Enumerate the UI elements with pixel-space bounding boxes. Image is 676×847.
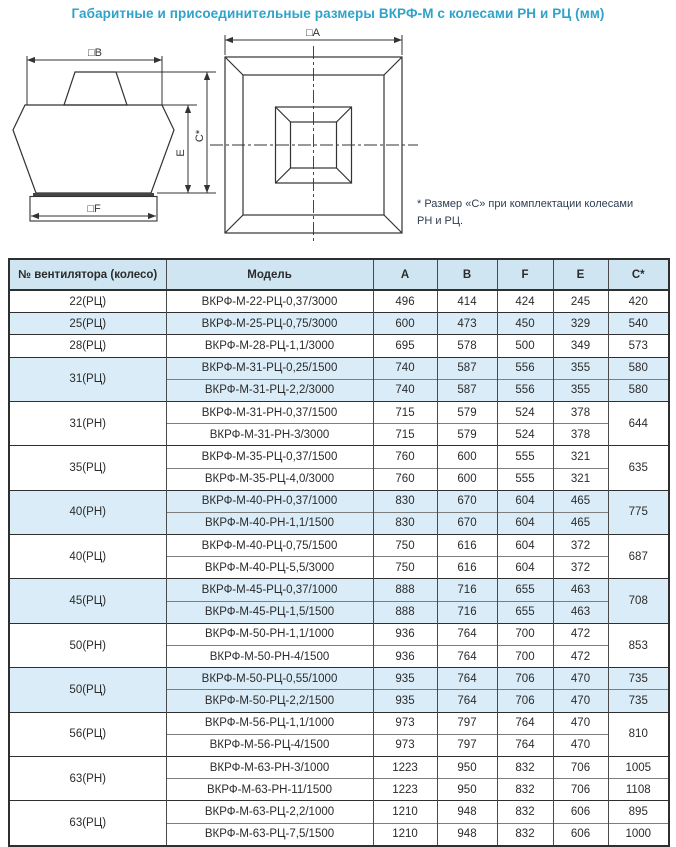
table-row	[9, 313, 669, 335]
dim-f-cell: 524	[497, 401, 553, 423]
dim-f-cell: 706	[497, 668, 553, 690]
dim-b-cell: 764	[437, 646, 497, 668]
dim-c-cell: 853	[608, 623, 669, 667]
dim-b-cell: 616	[437, 535, 497, 557]
model-cell: ВКРФ-М-50-РЦ-2,2/1500	[166, 690, 373, 712]
dim-b-cell: 797	[437, 734, 497, 756]
dim-f-cell: 604	[497, 557, 553, 579]
dim-label-b: □B	[88, 47, 102, 59]
model-cell: ВКРФ-М-22-РЦ-0,37/3000	[166, 290, 373, 313]
dim-c-cell: 1108	[608, 779, 669, 801]
model-cell: ВКРФ-М-56-РЦ-4/1500	[166, 734, 373, 756]
dim-a-cell: 1223	[373, 779, 437, 801]
table-row	[9, 335, 669, 357]
dim-f-cell: 764	[497, 734, 553, 756]
column-header-6: C*	[608, 259, 669, 290]
model-cell: ВКРФ-М-31-РЦ-0,25/1500	[166, 357, 373, 379]
dim-e-cell: 606	[553, 801, 608, 823]
dim-e-cell: 706	[553, 779, 608, 801]
model-cell: ВКРФ-М-31-РЦ-2,2/3000	[166, 379, 373, 401]
wheel-cell: 35(РЦ)	[9, 446, 166, 490]
footnote-line1: * Размер «С» при комплектации колесами	[417, 198, 634, 210]
dim-f-cell: 700	[497, 623, 553, 645]
dim-c-cell: 420	[608, 290, 669, 313]
dim-e-cell: 606	[553, 823, 608, 846]
dim-f-cell: 655	[497, 579, 553, 601]
dim-e-cell: 378	[553, 424, 608, 446]
dim-e-cell: 372	[553, 557, 608, 579]
dim-c-cell: 1005	[608, 756, 669, 778]
dim-b-cell: 764	[437, 690, 497, 712]
dim-label-e: E	[175, 149, 187, 157]
column-header-3: B	[437, 259, 497, 290]
dim-a-cell: 600	[373, 313, 437, 335]
dim-b-cell: 797	[437, 712, 497, 734]
model-cell: ВКРФ-М-40-РЦ-5,5/3000	[166, 557, 373, 579]
dim-a-cell: 830	[373, 490, 437, 512]
column-header-2: A	[373, 259, 437, 290]
dim-e-cell: 465	[553, 512, 608, 534]
dim-f-cell: 604	[497, 512, 553, 534]
side-view-dimensions	[27, 56, 216, 216]
dim-b-cell: 764	[437, 668, 497, 690]
dim-a-cell: 888	[373, 601, 437, 623]
model-cell: ВКРФ-М-50-РН-1,1/1000	[166, 623, 373, 645]
dim-b-cell: 764	[437, 623, 497, 645]
dimension-drawings	[0, 25, 676, 258]
dim-f-cell: 555	[497, 446, 553, 468]
dim-b-cell: 579	[437, 401, 497, 423]
dim-b-cell: 414	[437, 290, 497, 313]
dim-a-cell: 760	[373, 468, 437, 490]
dim-label-c-side: C*	[194, 129, 206, 143]
model-cell: ВКРФ-М-31-РН-3/3000	[166, 424, 373, 446]
wheel-cell: 31(РЦ)	[9, 357, 166, 401]
dim-c-cell: 810	[608, 712, 669, 756]
model-cell: ВКРФ-М-45-РЦ-0,37/1000	[166, 579, 373, 601]
dim-c-cell: 580	[608, 357, 669, 379]
dim-a-cell: 1223	[373, 756, 437, 778]
model-cell: ВКРФ-М-63-РЦ-2,2/1000	[166, 801, 373, 823]
table-row	[9, 623, 669, 645]
dim-e-cell: 355	[553, 357, 608, 379]
model-cell: ВКРФ-М-31-РН-0,37/1500	[166, 401, 373, 423]
model-cell: ВКРФ-М-40-РЦ-0,75/1500	[166, 535, 373, 557]
dim-e-cell: 321	[553, 468, 608, 490]
dim-a-cell: 715	[373, 424, 437, 446]
dim-a-cell: 740	[373, 379, 437, 401]
dim-b-cell: 950	[437, 779, 497, 801]
dim-e-cell: 378	[553, 401, 608, 423]
model-cell: ВКРФ-М-25-РЦ-0,75/3000	[166, 313, 373, 335]
model-cell: ВКРФ-М-63-РН-11/1500	[166, 779, 373, 801]
dim-b-cell: 950	[437, 756, 497, 778]
table-row	[9, 756, 669, 778]
dim-e-cell: 706	[553, 756, 608, 778]
dim-f-cell: 424	[497, 290, 553, 313]
dim-f-cell: 604	[497, 490, 553, 512]
dim-b-cell: 578	[437, 335, 497, 357]
dim-a-cell: 695	[373, 335, 437, 357]
model-cell: ВКРФ-М-56-РЦ-1,1/1000	[166, 712, 373, 734]
model-cell: ВКРФ-М-35-РЦ-4,0/3000	[166, 468, 373, 490]
dim-e-cell: 372	[553, 535, 608, 557]
dim-f-cell: 832	[497, 823, 553, 846]
table-row	[9, 290, 669, 313]
dim-f-cell: 706	[497, 690, 553, 712]
table-row	[9, 357, 669, 379]
dim-f-cell: 764	[497, 712, 553, 734]
fan-body-outline	[13, 105, 174, 193]
dim-b-cell: 600	[437, 446, 497, 468]
table-row	[9, 535, 669, 557]
dim-label-f: □F	[87, 203, 101, 215]
dim-f-cell: 555	[497, 468, 553, 490]
motor-cover-outline	[64, 72, 127, 105]
wheel-cell: 63(РЦ)	[9, 801, 166, 846]
table-row	[9, 579, 669, 601]
dim-e-cell: 470	[553, 690, 608, 712]
side-view-drawing	[13, 72, 174, 221]
dim-c-cell: 775	[608, 490, 669, 534]
dim-e-cell: 463	[553, 601, 608, 623]
table-row	[9, 801, 669, 823]
dim-b-cell: 670	[437, 490, 497, 512]
dim-e-cell: 470	[553, 668, 608, 690]
model-cell: ВКРФ-М-45-РЦ-1,5/1500	[166, 601, 373, 623]
dim-e-cell: 470	[553, 712, 608, 734]
dim-a-cell: 1210	[373, 801, 437, 823]
dim-a-cell: 830	[373, 512, 437, 534]
wheel-cell: 31(РН)	[9, 401, 166, 445]
wheel-cell: 45(РЦ)	[9, 579, 166, 623]
wheel-cell: 56(РЦ)	[9, 712, 166, 756]
dim-e-cell: 329	[553, 313, 608, 335]
dim-c-cell: 1000	[608, 823, 669, 846]
wheel-cell: 25(РЦ)	[9, 313, 166, 335]
dim-a-cell: 973	[373, 734, 437, 756]
dim-c-cell: 580	[608, 379, 669, 401]
dim-a-cell: 936	[373, 646, 437, 668]
dim-a-cell: 973	[373, 712, 437, 734]
plan-centerlines	[210, 46, 418, 244]
model-cell: ВКРФ-М-28-РЦ-1,1/3000	[166, 335, 373, 357]
dim-e-cell: 470	[553, 734, 608, 756]
table-row	[9, 490, 669, 512]
dim-f-cell: 556	[497, 357, 553, 379]
wheel-cell: 40(РЦ)	[9, 535, 166, 579]
dim-a-cell: 935	[373, 690, 437, 712]
dim-e-cell: 465	[553, 490, 608, 512]
model-cell: ВКРФ-М-63-РЦ-7,5/1500	[166, 823, 373, 846]
dim-a-cell: 715	[373, 401, 437, 423]
wheel-cell: 28(РЦ)	[9, 335, 166, 357]
dim-b-cell: 600	[437, 468, 497, 490]
dim-a-cell: 740	[373, 357, 437, 379]
dim-b-cell: 616	[437, 557, 497, 579]
dim-e-cell: 472	[553, 623, 608, 645]
wheel-cell: 22(РЦ)	[9, 290, 166, 313]
dim-b-cell: 716	[437, 601, 497, 623]
dim-c-cell: 687	[608, 535, 669, 579]
table-row	[9, 712, 669, 734]
model-cell: ВКРФ-М-50-РЦ-0,55/1000	[166, 668, 373, 690]
dim-b-cell: 473	[437, 313, 497, 335]
column-header-5: E	[553, 259, 608, 290]
dim-b-cell: 587	[437, 357, 497, 379]
model-cell: ВКРФ-М-40-РН-1,1/1500	[166, 512, 373, 534]
dim-f-cell: 500	[497, 335, 553, 357]
table-header-row	[9, 259, 669, 290]
model-cell: ВКРФ-М-50-РН-4/1500	[166, 646, 373, 668]
dim-e-cell: 463	[553, 579, 608, 601]
dim-b-cell: 670	[437, 512, 497, 534]
wheel-cell: 50(РЦ)	[9, 668, 166, 712]
dim-e-cell: 321	[553, 446, 608, 468]
dim-c-cell: 635	[608, 446, 669, 490]
column-header-0: № вентилятора (колесо)	[9, 259, 166, 290]
footnote-line2: РН и РЦ.	[417, 214, 464, 227]
model-cell: ВКРФ-М-35-РЦ-0,37/1500	[166, 446, 373, 468]
footnote	[417, 196, 662, 229]
column-header-1: Модель	[166, 259, 373, 290]
dim-b-cell: 716	[437, 579, 497, 601]
dim-f-cell: 700	[497, 646, 553, 668]
wheel-cell: 40(РН)	[9, 490, 166, 534]
dim-e-cell: 245	[553, 290, 608, 313]
dim-b-cell: 587	[437, 379, 497, 401]
dim-e-cell: 349	[553, 335, 608, 357]
dim-a-cell: 935	[373, 668, 437, 690]
dim-a-cell: 760	[373, 446, 437, 468]
column-header-4: F	[497, 259, 553, 290]
dim-f-cell: 832	[497, 801, 553, 823]
table-row	[9, 446, 669, 468]
dim-a-cell: 888	[373, 579, 437, 601]
dim-c-cell: 895	[608, 801, 669, 823]
dim-c-cell: 708	[608, 579, 669, 623]
dim-b-cell: 948	[437, 823, 497, 846]
dim-label-a: □A	[306, 27, 320, 39]
dim-e-cell: 472	[553, 646, 608, 668]
dimensions-table	[8, 258, 670, 847]
dim-c-cell: 540	[608, 313, 669, 335]
dim-f-cell: 655	[497, 601, 553, 623]
table-row	[9, 668, 669, 690]
dim-a-cell: 1210	[373, 823, 437, 846]
dim-e-cell: 355	[553, 379, 608, 401]
wheel-cell: 63(РН)	[9, 756, 166, 800]
dim-f-cell: 450	[497, 313, 553, 335]
table-row	[9, 401, 669, 423]
dim-c-cell: 735	[608, 690, 669, 712]
page-title: Габаритные и присоединительные размеры ВКРФ-М с колесами РН и РЦ (мм)	[71, 6, 605, 21]
dim-a-cell: 750	[373, 535, 437, 557]
model-cell: ВКРФ-М-40-РН-0,37/1000	[166, 490, 373, 512]
table-body	[9, 290, 669, 846]
wheel-cell: 50(РН)	[9, 623, 166, 667]
dim-f-cell: 604	[497, 535, 553, 557]
dim-a-cell: 750	[373, 557, 437, 579]
dim-c-cell: 573	[608, 335, 669, 357]
dim-a-cell: 496	[373, 290, 437, 313]
dim-b-cell: 579	[437, 424, 497, 446]
dim-f-cell: 832	[497, 779, 553, 801]
model-cell: ВКРФ-М-63-РН-3/1000	[166, 756, 373, 778]
dim-c-cell: 644	[608, 401, 669, 445]
dim-f-cell: 524	[497, 424, 553, 446]
dim-f-cell: 832	[497, 756, 553, 778]
dim-b-cell: 948	[437, 801, 497, 823]
dim-f-cell: 556	[497, 379, 553, 401]
dim-a-cell: 936	[373, 623, 437, 645]
table-header	[9, 259, 669, 290]
dim-c-cell: 735	[608, 668, 669, 690]
